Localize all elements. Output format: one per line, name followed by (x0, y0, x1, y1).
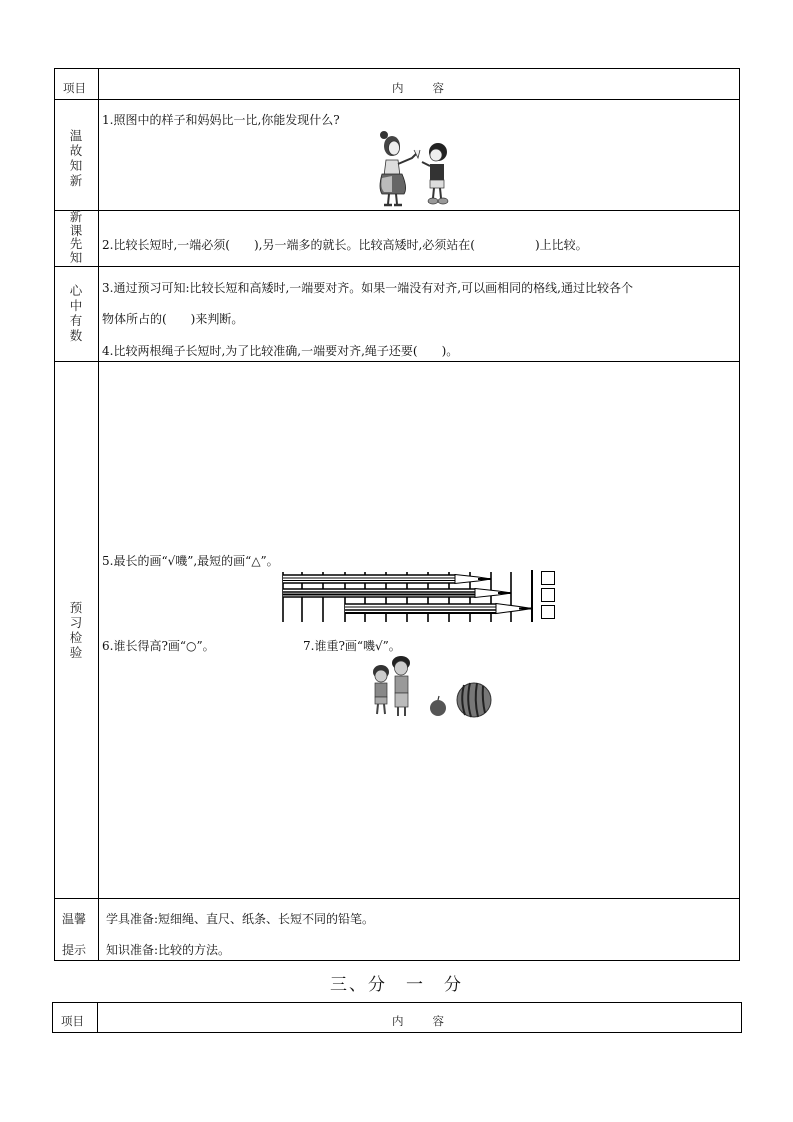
label-char: 知 (69, 249, 83, 265)
question-2: 2.比较长短时,一端必须( ),另一端多的就长。比较高矮时,必须站在( )上比较。 (102, 238, 588, 252)
pencil-1 (283, 575, 491, 584)
question-3-line-2: 物体所占的( )来判断。 (102, 312, 244, 326)
header-content-label-2: 内 容 (392, 1014, 446, 1028)
row-label-review (54, 128, 98, 188)
label-char: 知 (69, 158, 83, 173)
tip-knowledge: 知识准备:比较的方法。 (106, 943, 231, 957)
row-divider (54, 210, 740, 211)
answer-box-pencil-2[interactable] (541, 588, 555, 602)
section-title: 三、分 一 分 (330, 975, 463, 995)
label-char: 数 (69, 328, 83, 343)
label-char: 课 (69, 222, 83, 238)
header-item-label: 项目 (63, 81, 86, 95)
label-char: 中 (69, 298, 83, 313)
row-label-preview (54, 210, 98, 264)
pencil-3 (345, 604, 532, 614)
label-char: 预 (69, 600, 83, 615)
column-divider (97, 1002, 98, 1033)
row-label-tips-2: 提示 (62, 943, 87, 957)
tip-tools: 学具准备:短细绳、直尺、纸条、长短不同的铅笔。 (106, 912, 375, 926)
label-char: 验 (69, 645, 83, 660)
label-char: 新 (69, 173, 83, 188)
question-7: 7.谁重?画“嘰√”。 (303, 639, 401, 653)
header-content-label: 内 容 (392, 81, 446, 95)
question-5: 5.最长的画“√嘰”,最短的画“△”。 (102, 554, 279, 568)
label-char: 习 (69, 615, 83, 630)
answer-box-pencil-3[interactable] (541, 605, 555, 619)
row-divider (54, 361, 740, 362)
row-divider (54, 266, 740, 267)
column-divider (98, 68, 99, 961)
header-item-label-2: 项目 (61, 1014, 84, 1028)
boys-apple-watermelon-image (368, 655, 496, 721)
question-6: 6.谁长得高?画“○”。 (102, 639, 215, 653)
row-divider (54, 99, 740, 100)
tall-boy (392, 656, 410, 716)
apple (430, 696, 446, 716)
watermelon (457, 683, 491, 717)
short-boy (373, 665, 389, 714)
question-3-line-1: 3.通过预习可知:比较长短和高矮时,一端要对齐。如果一端没有对齐,可以画相同的格线,通过比较各个 (102, 281, 633, 295)
question-4: 4.比较两根绳子长短时,为了比较准确,一端要对齐,绳子还要( )。 (102, 344, 459, 358)
pencil-2 (283, 589, 511, 598)
answer-box-pencil-1[interactable] (541, 571, 555, 585)
mother-child-image (372, 130, 458, 210)
label-char: 先 (69, 236, 83, 251)
label-char: 新 (69, 209, 83, 224)
label-char: 有 (69, 313, 83, 328)
label-char: 心 (69, 283, 83, 298)
row-label-key-points (54, 283, 98, 343)
label-char: 故 (69, 143, 83, 158)
label-char: 温 (69, 128, 83, 143)
pencil-comparison-figure (280, 568, 560, 624)
row-label-check (54, 600, 98, 660)
label-char: 检 (69, 630, 83, 645)
row-divider (54, 898, 740, 899)
row-label-tips-1: 温馨 (62, 912, 87, 926)
question-1: 1.照图中的样子和妈妈比一比,你能发现什么? (102, 113, 340, 127)
